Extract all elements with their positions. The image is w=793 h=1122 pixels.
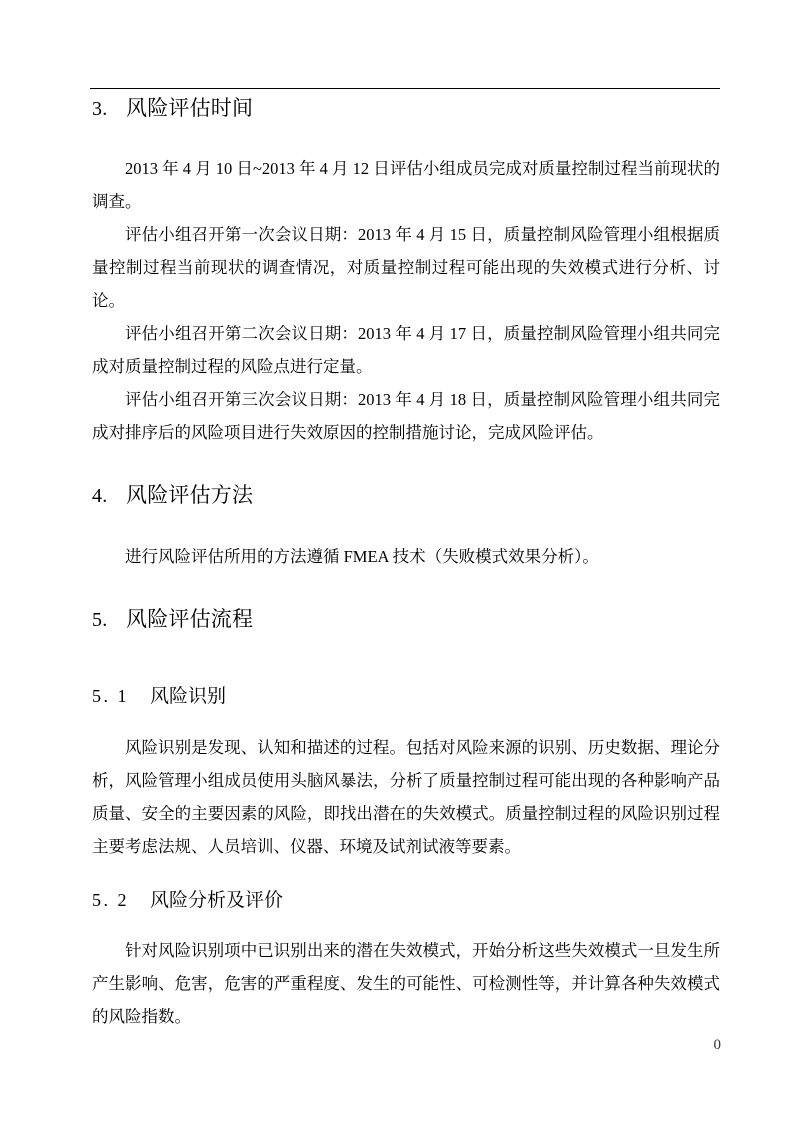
heading-subsection-5-1	[92, 685, 720, 709]
paragraph-s5-2-1: 针对风险识别项中已识别出来的潜在失效模式，开始分析这些失效模式一旦发生所产生影响、危害，危害的严重程度、发生的可能性、可检测性等，并计算各种失效模式的风险指数。	[92, 941, 720, 1027]
document-content	[92, 96, 720, 1033]
heading-subsection-5-1-title: 风险识别	[150, 685, 227, 707]
spacer	[92, 510, 720, 540]
heading-section-5-title: 风险评估流程	[126, 607, 254, 631]
spacer	[92, 659, 720, 685]
paragraph-s5-1-1: 风险识别是发现、认知和描述的过程。包括对风险来源的识别、历史数据、理论分析，风险管理小组成员使用头脑风暴法，分析了质量控制过程可能出现的各种影响产品质量、安全的主要因素的风险，即找出潜在的失效模式。质量控制过程的风险识别过程主要考虑法规、人员培训、仪器、环境及试剂试液等要素。	[92, 737, 720, 856]
heading-subsection-5-1-number: 5. 1	[92, 685, 129, 706]
spacer	[92, 122, 720, 152]
spacer	[92, 912, 720, 934]
heading-subsection-5-2-number: 5. 2	[92, 889, 129, 910]
heading-section-5	[92, 607, 720, 633]
spacer	[92, 863, 720, 889]
header-rule	[90, 88, 720, 89]
spacer	[92, 449, 720, 483]
spacer	[92, 709, 720, 731]
heading-section-4	[92, 483, 720, 509]
spacer	[92, 573, 720, 607]
heading-subsection-5-2	[92, 889, 720, 913]
heading-section-3-number: 3.	[92, 98, 108, 120]
paragraph-s3-3: 评估小组召开第二次会议日期：2013 年 4 月 17 日，质量控制风险管理小组共同完成对质量控制过程的风险点进行定量。	[92, 324, 720, 377]
heading-section-5-number: 5.	[92, 608, 108, 631]
heading-subsection-5-2-title: 风险分析及评价	[150, 889, 284, 911]
spacer	[92, 633, 720, 659]
heading-section-4-number: 4.	[92, 485, 108, 508]
paragraph-s4-1: 进行风险评估所用的方法遵循 FMEA 技术（失败模式效果分析）。	[125, 546, 599, 566]
paragraph-s3-1: 2013 年 4 月 10 日~2013 年 4 月 12 日评估小组成员完成对质量控制过程当前现状的调查。	[92, 159, 720, 212]
heading-section-3-title: 风险评估时间	[126, 97, 254, 120]
heading-section-4-title: 风险评估方法	[126, 484, 254, 508]
heading-section-3	[92, 96, 720, 122]
page-number: 0	[713, 1037, 721, 1053]
paragraph-s3-4: 评估小组召开第三次会议日期：2013 年 4 月 18 日，质量控制风险管理小组共同完成对排序后的风险项目进行失效原因的控制措施讨论，完成风险评估。	[92, 390, 720, 443]
paragraph-s3-2: 评估小组召开第一次会议日期：2013 年 4 月 15 日，质量控制风险管理小组根据质量控制过程当前现状的调查情况，对质量控制过程可能出现的失效模式进行分析、讨论。	[92, 225, 720, 311]
